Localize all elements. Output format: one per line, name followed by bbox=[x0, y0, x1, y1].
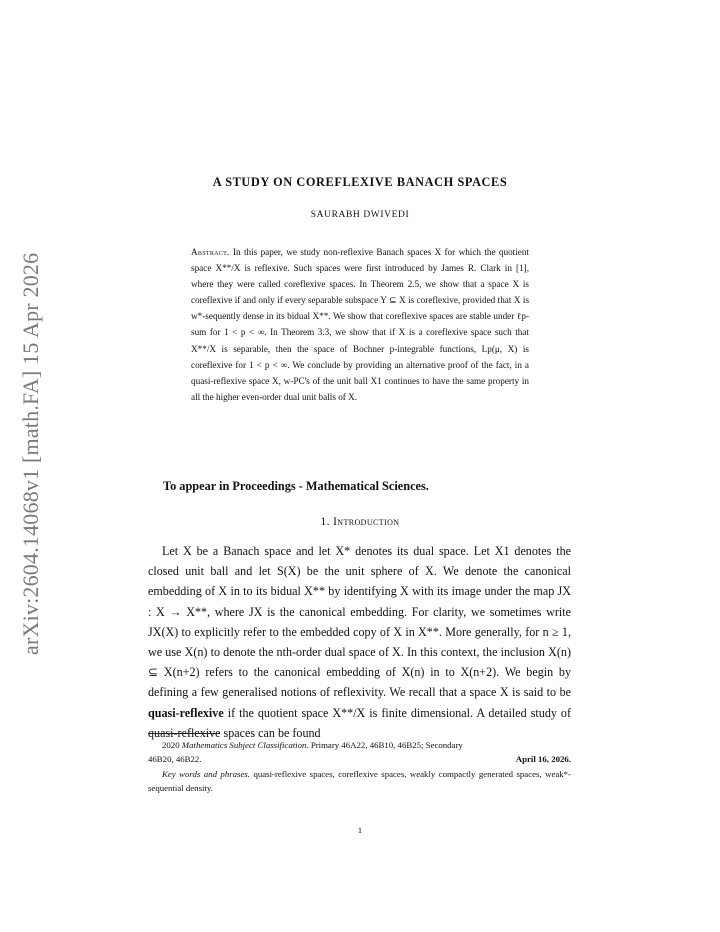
abstract-line: X is w*-sequently dense in its bidual X**. We show that coreflexive bbox=[191, 295, 530, 322]
abstract-line: which the quotient space X**/X is reflexive. Such spaces were first bbox=[191, 247, 530, 274]
abstract-line: spaces are stable under ℓp-sum for 1 < p < ∞. In Theorem 3.3, we bbox=[191, 311, 529, 338]
section-number: 1. bbox=[320, 516, 330, 528]
intro-text-after-bold: if the quotient space X**/X is finite dimensional. A detailed study of quasi-reflexive spaces can be found bbox=[148, 705, 571, 740]
abstract-line: only if every separable subspace Y ⊆ X is coreflexive, provided that bbox=[258, 295, 512, 306]
publication-note: To appear in Proceedings - Mathematical Sciences. bbox=[163, 479, 429, 493]
footnotes bbox=[148, 738, 571, 795]
introduction-paragraph bbox=[148, 541, 571, 743]
abstract-line: In this paper, we study non-reflexive Banach spaces X for bbox=[232, 247, 456, 257]
keywords-footnote bbox=[148, 767, 571, 796]
msc-year: 2020 bbox=[162, 740, 180, 750]
paper-date: April 16, 2026. bbox=[515, 754, 571, 765]
footnote-rule bbox=[148, 733, 220, 734]
introduction-body bbox=[148, 541, 571, 743]
author-name: SAURABH DWIVEDI bbox=[310, 210, 410, 220]
intro-text-before-bold: Let X be a Banach space and let X* denotes its dual space. Let X1 denotes the closed unit ball and let S(X) be the unit sphere of X. We denote the canonical embedding of X in to its bidual X** by identifying X with its image under the map JX : X → X**, where JX is the canonical embedding. For clarity, we sometimes write JX(X) to explicitly refer to the embedded copy of X in X**. More generally, for n ≥ 1, we use X(n) to denote the nth-order dual space of X. In this context, the inclusion X(n) ⊆ X(n+2) refers to the canonical embedding of X(n) in to X(n+2). We begin by defining a few generalised notions of reflexivity. We recall that a space X is said to be bbox=[148, 544, 571, 700]
msc-continuation bbox=[148, 752, 571, 766]
msc-label: Mathematics Subject Classification. bbox=[181, 740, 309, 750]
msc-footnote bbox=[148, 738, 571, 752]
abstract-line: in a quasi-reflexive space X, w-PC's of the unit ball X1 continues to bbox=[191, 359, 530, 386]
section-title: Introduction bbox=[333, 516, 400, 528]
abstract-heading: Abstract. bbox=[191, 247, 230, 257]
abstract-line: show that if X is a coreflexive space such that X**/X is separable, then bbox=[191, 327, 529, 354]
page-number: 1 bbox=[357, 825, 363, 835]
section-heading bbox=[0, 516, 720, 528]
msc-secondary-codes: 46B20, 46B22. bbox=[148, 754, 202, 765]
abstract bbox=[191, 244, 529, 405]
keywords-text: quasi-reflexive spaces, coreflexive spaces, weakly compactly generated spaces, weak*-sequential density. bbox=[148, 768, 571, 793]
abstract-line: introduced by James R. Clark in [1], where they were called coreflexive bbox=[191, 263, 529, 290]
abstract-line: 1 < p < ∞. We conclude by providing an alternative proof of the fact, bbox=[249, 359, 512, 370]
abstract-line: have the same property in all the higher even-order dual unit balls of bbox=[191, 375, 529, 402]
arxiv-identifier-stamp: arXiv:2604.14068v1 [math.FA] 15 Apr 2026 bbox=[18, 252, 43, 655]
quasi-reflexive-term: quasi-reflexive bbox=[148, 705, 224, 720]
paper-title: A STUDY ON COREFLEXIVE BANACH SPACES bbox=[212, 175, 508, 189]
keywords-label: Key words and phrases. bbox=[162, 768, 250, 779]
abstract-line: spaces. In Theorem 2.5, we show that a space X is coreflexive if and bbox=[191, 279, 530, 306]
abstract-line: X. bbox=[348, 391, 358, 402]
abstract-line: the space of Bochner p-integrable functions, Lp(μ, X) is coreflexive for bbox=[191, 343, 530, 370]
msc-codes: Primary 46A22, 46B10, 46B25; Secondary bbox=[310, 740, 463, 750]
